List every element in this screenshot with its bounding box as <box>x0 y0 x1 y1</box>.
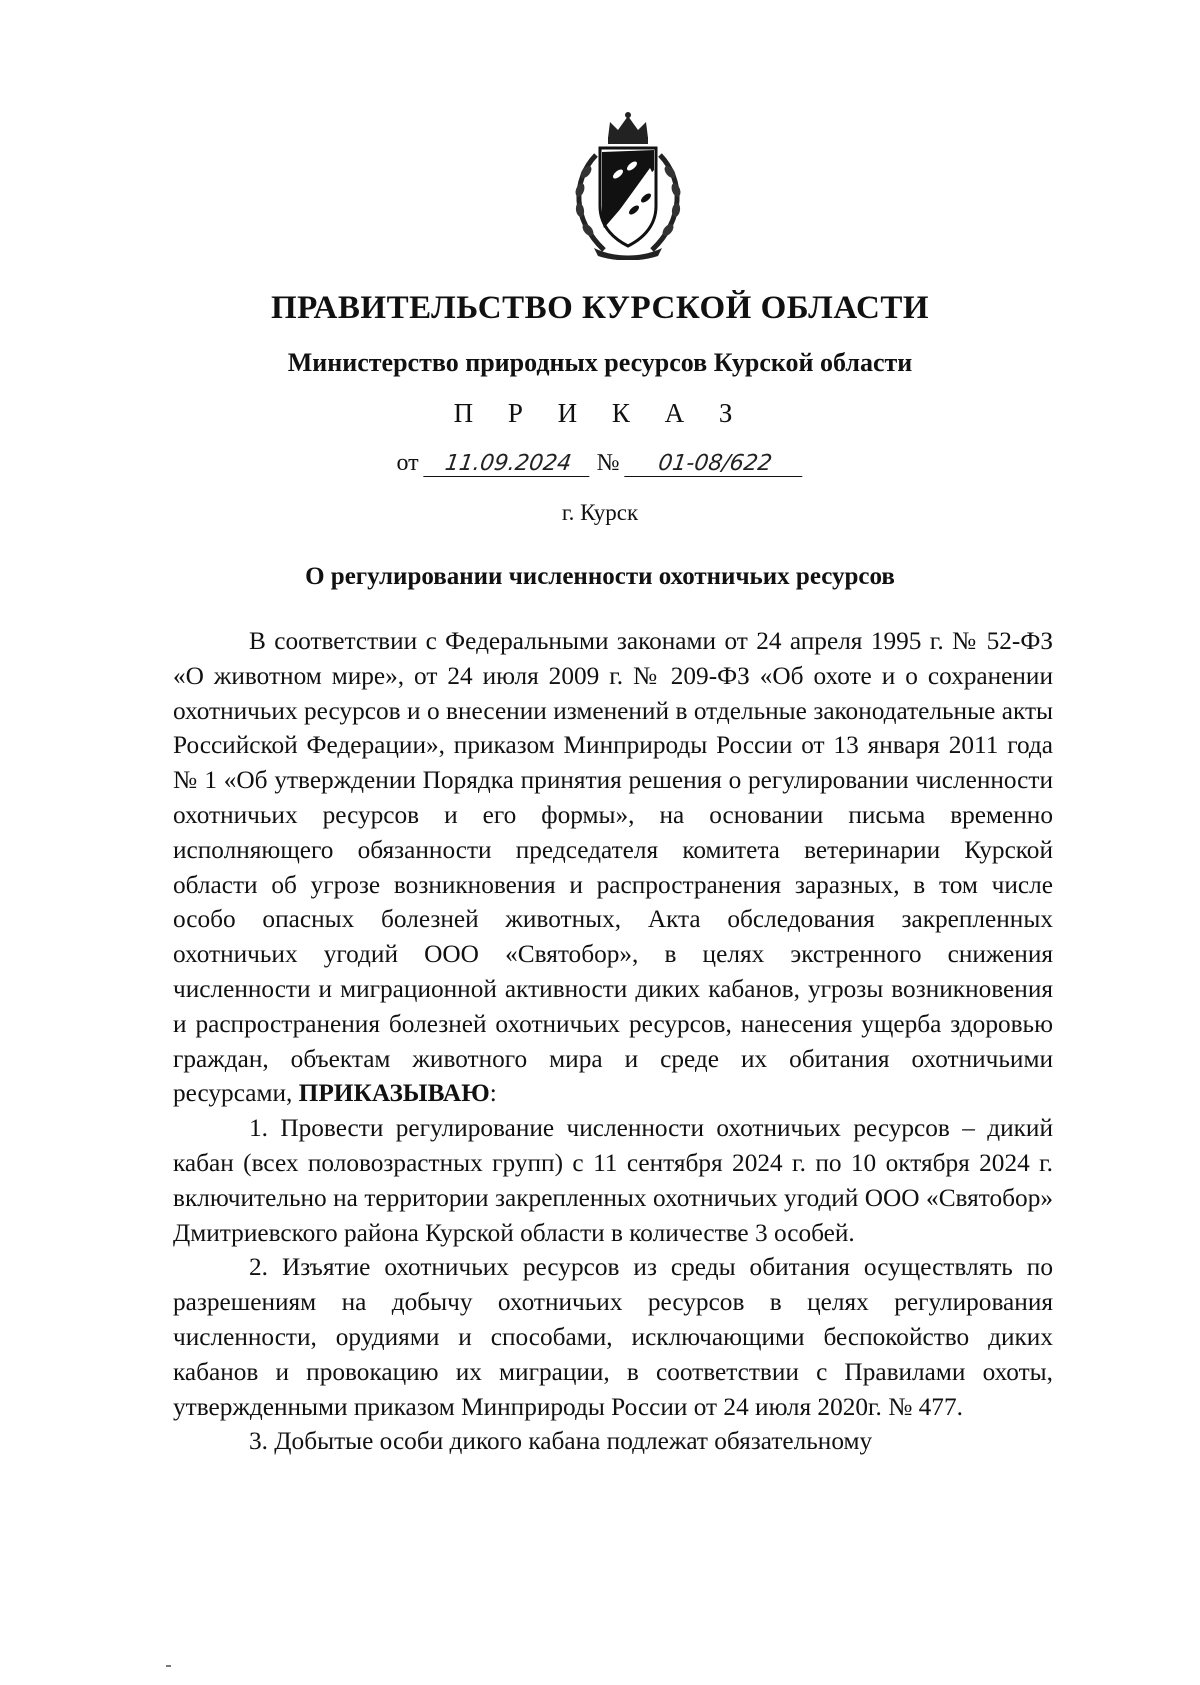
order-keyword-colon: : <box>489 1079 497 1108</box>
order-subject: О регулировании численности охотничьих ресурсов <box>305 563 895 590</box>
order-item-2: 2. Изъятие охотничьих ресурсов из среды обитания осуществлять по разрешениям на добычу охотничьих ресурсов в целях регулирования численности, орудиями и способами, исключающими беспокойство диких кабанов и провокацию их миграции, в соответствии с Правилами охоты, утвержденными приказом Минприроды России от 24 июля 2020г. № 477. <box>173 1253 1053 1421</box>
date-prefix: от <box>396 450 419 476</box>
handwritten-number: 01-08/622 <box>624 452 806 477</box>
order-body <box>173 624 1053 1459</box>
order-date-number-line <box>0 450 1200 477</box>
document-type: П Р И К А З <box>453 398 747 428</box>
handwritten-date: 11.09.2024 <box>423 452 593 477</box>
government-title: ПРАВИТЕЛЬСТВО КУРСКОЙ ОБЛАСТИ <box>270 290 930 326</box>
ministry-name: Министерство природных ресурсов Курской области <box>287 348 913 377</box>
number-prefix: № <box>596 450 620 476</box>
order-item-3: 3. Добытые особи дикого кабана подлежат обязательному <box>249 1427 873 1456</box>
preamble-paragraph <box>173 624 1053 1111</box>
preamble-text: В соответствии с Федеральными законами от 24 апреля 1995 г. № 52-ФЗ «О животном мире», от 24 июля 2009 г. № 209-ФЗ «Об охоте и о сохранении охотничьих ресурсов и о внесении изменений в отдельные законодательные акты Российской Федерации», приказом Минприроды России от 13 января 2011 года № 1 «Об утверждении Порядка принятия решения о регулировании численности охотничьих ресурсов и его формы», на основании письма временно исполняющего обязанности председателя комитета ветеринарии Курской области об угрозе возникновения и распространения заразных, в том числе особо опасных болезней животных, Акта обследования закрепленных охотничьих угодий ООО «Святобор», в целях экстренного снижения численности и миграционной активности диких кабанов, угрозы возникновения и распространения болезней охотничьих ресурсов, нанесения ущерба здоровью граждан, объектам животного мира и среде их обитания охотничьими ресурсами, <box>173 627 1053 1108</box>
scan-mark <box>166 1665 171 1667</box>
city: г. Курск <box>561 500 639 525</box>
order-item-1: 1. Провести регулирование численности охотничьих ресурсов – дикий кабан (всех половозрастных групп) с 11 сентября 2024 г. по 10 октября 2024 г. включительно на территории закрепленных охотничьих угодий ООО «Святобор» Дмитриевского района Курской области в количестве 3 особей. <box>173 1114 1053 1247</box>
kursk-coat-of-arms-icon <box>558 110 698 260</box>
order-keyword: ПРИКАЗЫВАЮ <box>298 1079 490 1108</box>
